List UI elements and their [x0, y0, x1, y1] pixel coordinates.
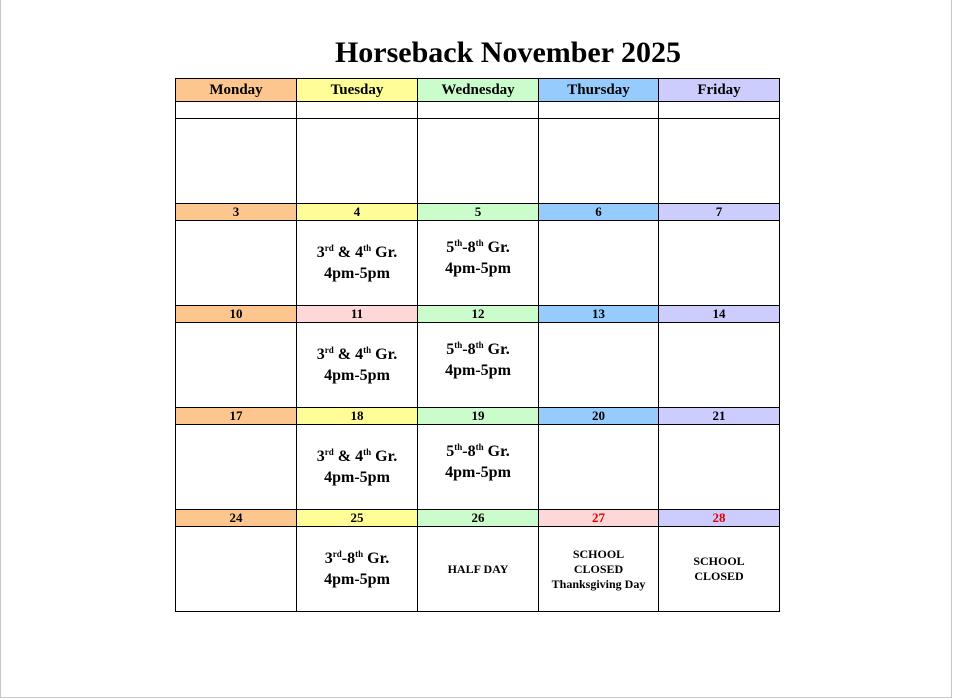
date-row-week-1	[176, 204, 780, 221]
empty-day-cell	[539, 425, 659, 510]
wednesday-class-cell	[418, 221, 539, 306]
empty-day-cell	[297, 119, 418, 204]
empty-day-cell	[659, 323, 780, 408]
date-number: 28	[659, 510, 780, 527]
grade-label: 5th-8th Gr.	[446, 340, 510, 358]
blank-week-row	[176, 119, 780, 204]
tuesday-class-cell	[297, 323, 418, 408]
tuesday-class-cell	[297, 221, 418, 306]
empty-day-cell	[176, 221, 297, 306]
empty-day-cell	[539, 119, 659, 204]
grade-label: 3rd & 4th Gr.	[316, 447, 398, 465]
class-time: 4pm-5pm	[324, 265, 390, 282]
date-number: 20	[539, 408, 659, 425]
empty-day-cell	[539, 221, 659, 306]
date-number: 10	[176, 306, 297, 323]
holiday-label: Thanksgiving Day	[551, 576, 646, 591]
page-title: Horseback November 2025	[334, 36, 682, 69]
friday-closed-cell	[659, 527, 780, 612]
date-number: 12	[418, 306, 539, 323]
date-number: 14	[659, 306, 780, 323]
date-number: 6	[539, 204, 659, 221]
school-label: SCHOOL	[693, 554, 745, 568]
day-header-thursday: Thursday	[539, 79, 659, 102]
wednesday-class-cell	[418, 425, 539, 510]
date-number: 17	[176, 408, 297, 425]
empty-day-cell	[659, 425, 780, 510]
blank-cell	[176, 102, 297, 119]
date-number: 4	[297, 204, 418, 221]
blank-cell	[297, 102, 418, 119]
day-header-wednesday: Wednesday	[418, 79, 539, 102]
grade-label: 5th-8th Gr.	[446, 442, 510, 460]
blank-cell	[539, 102, 659, 119]
date-number: 11	[297, 306, 418, 323]
day-header-friday: Friday	[659, 79, 780, 102]
tuesday-class-cell	[297, 527, 418, 612]
date-number: 24	[176, 510, 297, 527]
event-row-week-2	[176, 323, 780, 408]
date-number: 13	[539, 306, 659, 323]
day-header-row	[176, 79, 780, 102]
closed-label: CLOSED	[573, 561, 624, 576]
class-time: 4pm-5pm	[445, 362, 511, 379]
school-label: SCHOOL	[572, 546, 625, 561]
class-time: 4pm-5pm	[324, 367, 390, 384]
tuesday-class-cell	[297, 425, 418, 510]
empty-day-cell	[659, 119, 780, 204]
closed-label: CLOSED	[694, 569, 744, 583]
wednesday-class-cell	[418, 323, 539, 408]
grade-label: 5th-8th Gr.	[446, 238, 510, 256]
calendar-table	[175, 78, 780, 612]
class-time: 4pm-5pm	[445, 464, 511, 481]
day-header-tuesday: Tuesday	[297, 79, 418, 102]
class-time: 4pm-5pm	[324, 469, 390, 486]
class-time: 4pm-5pm	[445, 260, 511, 277]
date-row-week-4	[176, 510, 780, 527]
blank-cell	[659, 102, 780, 119]
date-number: 5	[418, 204, 539, 221]
empty-day-cell	[176, 527, 297, 612]
date-number: 25	[297, 510, 418, 527]
grade-label: 3rd & 4th Gr.	[316, 243, 398, 261]
date-row-week-3	[176, 408, 780, 425]
thursday-closed-cell	[539, 527, 659, 612]
event-row-week-1	[176, 221, 780, 306]
blank-cell	[418, 102, 539, 119]
empty-day-cell	[659, 221, 780, 306]
date-number: 26	[418, 510, 539, 527]
event-row-week-4	[176, 527, 780, 612]
date-number: 21	[659, 408, 780, 425]
grade-label: 3rd-8th Gr.	[324, 549, 390, 567]
class-time: 4pm-5pm	[324, 571, 390, 588]
empty-day-cell	[176, 119, 297, 204]
grade-label: 3rd & 4th Gr.	[316, 345, 398, 363]
event-row-week-3	[176, 425, 780, 510]
empty-day-cell	[176, 425, 297, 510]
empty-day-cell	[418, 119, 539, 204]
date-number: 3	[176, 204, 297, 221]
day-header-monday: Monday	[176, 79, 297, 102]
half-day-cell: HALF DAY	[418, 527, 539, 612]
date-number: 27	[539, 510, 659, 527]
empty-day-cell	[176, 323, 297, 408]
date-number: 18	[297, 408, 418, 425]
blank-number-row	[176, 102, 780, 119]
date-row-week-2	[176, 306, 780, 323]
date-number: 7	[659, 204, 780, 221]
empty-day-cell	[539, 323, 659, 408]
date-number: 19	[418, 408, 539, 425]
